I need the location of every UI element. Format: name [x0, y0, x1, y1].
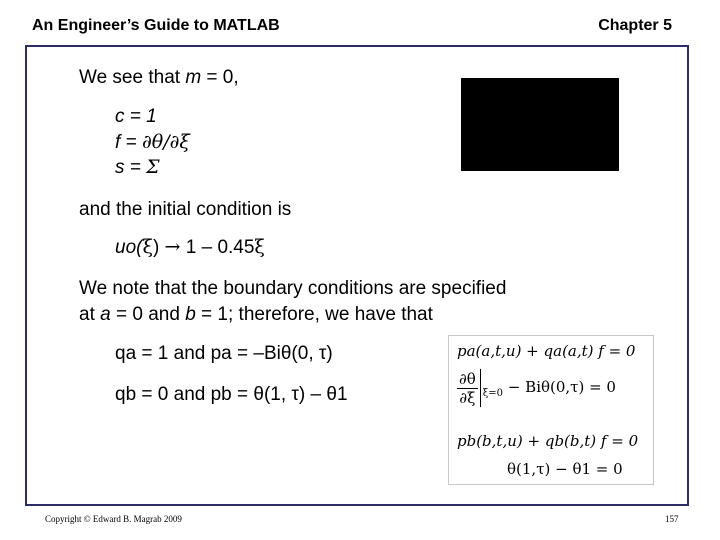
initial-condition-equation: uo(ξ) → 1 – 0.45ξ — [115, 236, 265, 258]
equation-derivative: $\frac{\partial\theta}{\partial\xi}$ $_{\xi=0}$ − Biθ(0,τ) = 0 — [459, 369, 616, 407]
note-line-2: at a = 0 and b = 1; therefore, we have that — [79, 304, 433, 325]
equation-left-boundary: pa(a,t,u) + qa(a,t) f = 0 — [457, 342, 636, 360]
chapter-label: Chapter 5 — [598, 17, 672, 34]
qa-pa-line: qa = 1 and pa = –Biθ(0, τ) — [115, 343, 333, 364]
f-definition: f = ∂θ/∂ξ — [115, 131, 190, 153]
copyright: Copyright © Edward B. Magrab 2009 — [45, 514, 182, 524]
note-line-1: We note that the boundary conditions are specified — [79, 278, 507, 299]
initial-condition-label: and the initial condition is — [79, 199, 292, 220]
qb-pb-line: qb = 0 and pb = θ(1, τ) – θ1 — [115, 384, 348, 405]
intro-line: We see that m = 0, — [79, 67, 239, 88]
equation-theta: θ(1,τ) − θ1 = 0 — [507, 460, 623, 478]
redacted-image — [461, 78, 619, 171]
s-definition: s = Σ — [115, 156, 160, 178]
equation-right-boundary: pb(b,t,u) + qb(b,t) f = 0 — [457, 432, 639, 450]
derivative-fraction: $\frac{\partial\theta}{\partial\xi}$ — [459, 369, 476, 407]
boundary-equations-box — [448, 335, 654, 485]
header-title: An Engineer’s Guide to MATLAB — [32, 17, 280, 34]
page-number: 157 — [665, 514, 679, 524]
c-definition: c = 1 — [115, 106, 157, 127]
